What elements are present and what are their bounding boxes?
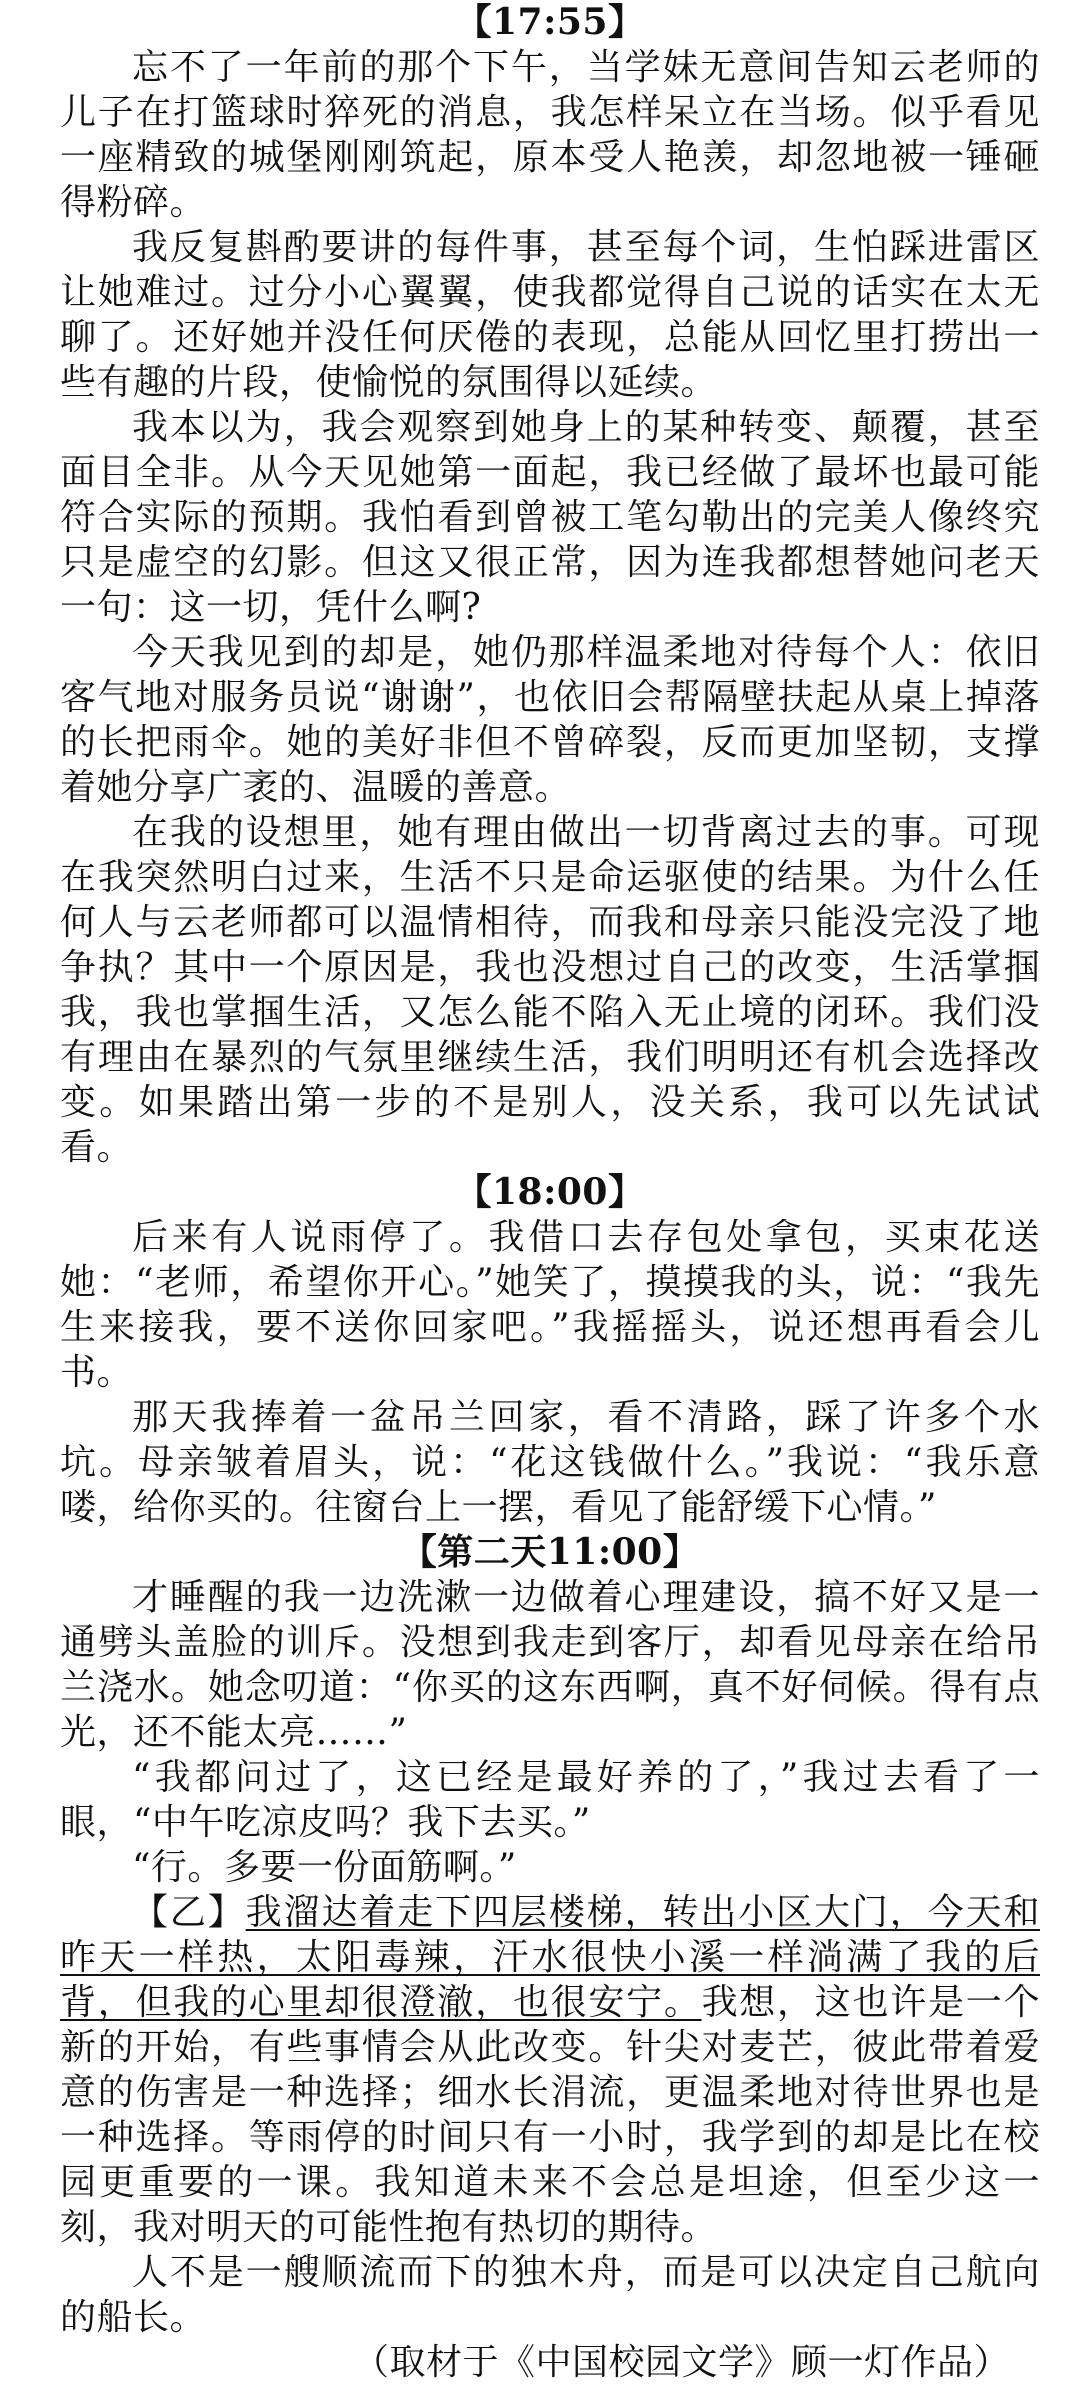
closing-paragraph: 人不是一艘顺流而下的独木舟，而是可以决定自己航向的船长。 [60, 2252, 1040, 2338]
paragraph: 忘不了一年前的那个下午，当学妹无意间告知云老师的儿子在打篮球时猝死的消息，我怎样呆立在当场。似乎看见一座精致的城堡刚刚筑起，原本受人艳羡，却忽地被一锤砸得粉碎。 [60, 47, 1040, 223]
paragraph: 才睡醒的我一边洗漱一边做着心理建设，搞不好又是一通劈头盖脸的训斥。没想到我走到客厅，却看见母亲在给吊兰浇水。她念叨道：“你买的这东西啊，真不好伺候。得有点光，还不能太亮……” [60, 1577, 1040, 1753]
paragraph: “行。多要一份面筋啊。” [132, 1847, 517, 1888]
time-heading: 【17:55】 [455, 1, 645, 43]
paragraph: 那天我捧着一盆吊兰回家，看不清路，踩了许多个水坑。母亲皱着眉头，说：“花这钱做什么。”我说：“我乐意喽，给你买的。往窗台上一摆，看见了能舒缓下心情。” [60, 1397, 1040, 1528]
time-heading: 【第二天11:00】 [400, 1531, 700, 1573]
label-yi: 【乙】 [132, 1892, 246, 1933]
paragraph: 我本以为，我会观察到她身上的某种转变、颠覆，甚至面目全非。从今天见她第一面起，我已经做了最坏也最可能符合实际的预期。我怕看到曾被工笔勾勒出的完美人像终究只是虚空的幻影。但这又很正常，因为连我都想替她问老天一句：这一切，凭什么啊? [60, 407, 1040, 628]
paragraph: 我反复斟酌要讲的每件事，甚至每个词，生怕踩进雷区让她难过。过分小心翼翼，使我都觉得自己说的话实在太无聊了。还好她并没任何厌倦的表现，总能从回忆里打捞出一些有趣的片段，使愉悦的氛围得以延续。 [60, 227, 1040, 403]
paragraph-yi [60, 1890, 1040, 2250]
paragraph: 后来有人说雨停了。我借口去存包处拿包，买束花送她：“老师，希望你开心。”她笑了，摸摸我的头，说：“我先生来接我，要不送你回家吧。”我摇摇头，说还想再看会儿书。 [60, 1217, 1040, 1393]
paragraph: 在我的设想里，她有理由做出一切背离过去的事。可现在我突然明白过来，生活不只是命运驱使的结果。为什么任何人与云老师都可以温情相待，而我和母亲只能没完没了地争执？其中一个原因是，我也没想过自己的改变，生活掌掴我，我也掌掴生活，又怎么能不陷入无止境的闭环。我们没有理由在暴烈的气氛里继续生活，我们明明还有机会选择改变。如果踏出第一步的不是别人，没关系，我可以先试试看。 [60, 812, 1040, 1168]
underlined-sentence: 我溜达着走下四层楼梯，转出小区大门，今天和昨天一样热，太阳毒辣，汗水很快小溪一样淌满了我的后背，但我的心里却很澄澈，也很安宁。 [60, 1892, 1040, 2023]
source-citation: （取材于《中国校园文学》顾一灯作品） [352, 2342, 1010, 2383]
time-heading: 【18:00】 [455, 1171, 645, 1213]
paragraph: “我都问过了，这已经是最好养的了，”我过去看了一眼，“中午吃凉皮吗？我下去买。” [60, 1757, 1040, 1843]
paragraph-rest: 我想，这也许是一个新的开始，有些事情会从此改变。针尖对麦芒，彼此带着爱意的伤害是一种选择；细水长涓流，更温柔地对待世界也是一种选择。等雨停的时间只有一小时，我学到的却是比在校园更重要的一课。我知道未来不会总是坦途，但至少这一刻，我对明天的可能性抱有热切的期待。 [60, 1982, 1040, 2248]
paragraph: 今天我见到的却是，她仍那样温柔地对待每个人：依旧客气地对服务员说“谢谢”，也依旧会帮隔壁扶起从桌上掉落的长把雨伞。她的美好非但不曾碎裂，反而更加坚韧，支撑着她分享广袤的、温暖的善意。 [60, 632, 1040, 808]
